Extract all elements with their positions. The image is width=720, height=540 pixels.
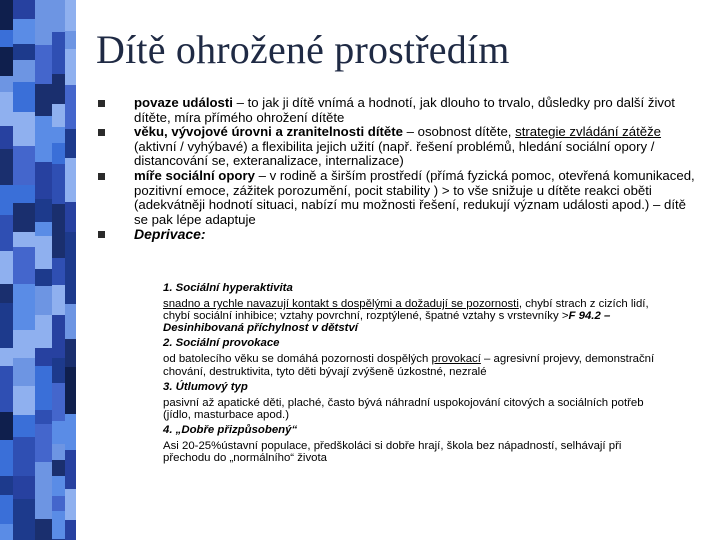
strip-cell bbox=[52, 285, 65, 315]
strip-cell bbox=[52, 476, 65, 496]
type-heading: 4. „Dobře přizpůsobený“ bbox=[163, 423, 298, 436]
strip-cell bbox=[52, 223, 65, 258]
strip-cell bbox=[13, 499, 35, 540]
strip-cell bbox=[52, 329, 65, 358]
strip-cell bbox=[13, 112, 35, 146]
strip-cell bbox=[0, 495, 13, 524]
strip-cell bbox=[0, 185, 13, 215]
deprivace-label: Deprivace: bbox=[134, 226, 206, 243]
strip-cell bbox=[52, 383, 65, 421]
strip-cell bbox=[65, 450, 76, 489]
bullet-list bbox=[96, 96, 696, 242]
bullet-text: – osobnost dítěte, bbox=[402, 124, 516, 140]
strip-cell bbox=[52, 32, 65, 74]
type-text: , chybí strach z cizích lidí, chybí sociální inhibice; vztahy povrchní, rozptýlené, špatné vztahy s vrstevníky > bbox=[163, 298, 649, 323]
bullet-bold-term: míře sociální opory bbox=[134, 167, 255, 183]
strip-cell bbox=[52, 496, 65, 511]
strip-cell bbox=[13, 0, 35, 19]
strip-cell bbox=[13, 415, 35, 437]
strip-cell bbox=[52, 258, 65, 285]
square-bullet-icon bbox=[98, 100, 105, 107]
strip-cell bbox=[13, 82, 35, 112]
strip-cell bbox=[13, 284, 35, 330]
strip-cell bbox=[0, 476, 13, 495]
strip-cell bbox=[35, 348, 52, 366]
strip-cell bbox=[65, 489, 76, 520]
type-text: – agresivní projevy, demonstrační chování, destruktivita, tyto děti bývají zvýšeně úzkostné, nezralé bbox=[163, 353, 655, 378]
strip-cell bbox=[52, 358, 65, 383]
strip-cell bbox=[35, 222, 52, 236]
strip-column bbox=[0, 0, 13, 540]
strip-cell bbox=[0, 47, 13, 76]
strip-column bbox=[35, 0, 52, 540]
strip-cell bbox=[0, 366, 13, 412]
strip-cell bbox=[52, 74, 65, 104]
strip-column bbox=[13, 0, 35, 540]
strip-cell bbox=[35, 498, 52, 519]
strip-cell bbox=[65, 339, 76, 367]
slide-title: Dítě ohrožené prostředím bbox=[96, 27, 510, 72]
deprivace-types bbox=[163, 282, 663, 464]
strip-cell bbox=[65, 31, 76, 49]
strip-cell bbox=[0, 412, 13, 440]
strip-cell bbox=[52, 143, 65, 164]
strip-cell bbox=[35, 0, 52, 45]
type-text: od batolecího věku se domáhá pozornosti dospělých bbox=[163, 353, 432, 366]
diagnosis-code: F 94.2 – Desinhibovaná příchylnost v dětství bbox=[163, 310, 611, 335]
strip-cell bbox=[65, 158, 76, 202]
strip-cell bbox=[35, 315, 52, 348]
strip-column bbox=[65, 0, 76, 540]
type-description: pasivní až apatické děti, plaché, často bývá náhradní uspokojování citových a sociálních potřeb (jídlo, masturbace apod.) bbox=[163, 396, 644, 421]
underlined-term: snadno a rychle navazují kontakt s dospělými a dožadují se pozornosti bbox=[163, 298, 519, 311]
bullet-text: – v rodině a širším prostředí (přímá fyzická pomoc, otevřená komunikaced, pozitivní emoce, zážitek porozumění, pocit stability ) > to vše snižuje u dítěte reakci oběti (adekvátněji hodnotí situaci, nabízí mu možnosti řešení, redukují význam události apod.) – dítě se pak lépe adaptuje bbox=[134, 167, 695, 227]
strip-cell bbox=[35, 286, 52, 315]
strip-cell bbox=[13, 146, 35, 185]
strip-cell bbox=[52, 444, 65, 460]
strip-cell bbox=[13, 386, 35, 415]
strip-cell bbox=[35, 366, 52, 410]
strip-cell bbox=[13, 232, 35, 247]
underlined-term: provokací bbox=[431, 353, 481, 366]
bullet-text: – to jak ji dítě vnímá a hodnotí, jak dlouho to trvalo, důsledky pro další život dítěte, míra přímého ohrožení dítěte bbox=[134, 95, 675, 125]
strip-cell bbox=[0, 92, 13, 126]
strip-cell bbox=[13, 358, 35, 386]
strip-cell bbox=[35, 519, 52, 538]
strip-cell bbox=[65, 85, 76, 129]
strip-cell bbox=[65, 129, 76, 158]
type-heading: 2. Sociální provokace bbox=[163, 337, 280, 350]
strip-cell bbox=[13, 19, 35, 44]
strip-cell bbox=[52, 315, 65, 329]
strip-cell bbox=[65, 49, 76, 85]
strip-cell bbox=[65, 304, 76, 339]
underlined-term: strategie zvládání zátěže bbox=[515, 124, 662, 140]
strip-cell bbox=[35, 199, 52, 222]
strip-cell bbox=[0, 303, 13, 348]
strip-cell bbox=[0, 440, 13, 476]
strip-cell bbox=[13, 60, 35, 82]
strip-cell bbox=[0, 149, 13, 185]
strip-cell bbox=[65, 202, 76, 232]
strip-cell bbox=[13, 247, 35, 284]
strip-cell bbox=[52, 511, 65, 539]
strip-cell bbox=[0, 0, 13, 30]
square-bullet-icon bbox=[98, 231, 105, 238]
strip-cell bbox=[13, 44, 35, 60]
strip-column bbox=[52, 0, 65, 540]
strip-cell bbox=[0, 284, 13, 303]
type-description: Asi 20-25%ústavní populace, předškoláci si dobře hrají, škola bez nápadností, selhávají při přechodu do „normálního“ života bbox=[163, 440, 622, 465]
strip-cell bbox=[13, 437, 35, 476]
type-description bbox=[163, 298, 663, 334]
strip-cell bbox=[0, 126, 13, 149]
type-description bbox=[163, 353, 663, 377]
strip-cell bbox=[0, 30, 13, 47]
bullet-item-povaze-udalosti bbox=[96, 96, 696, 125]
bullet-bold-term: věku, vývojové úrovni a zranitelnosti dítěte bbox=[134, 124, 403, 140]
type-heading: 1. Sociální hyperaktivita bbox=[163, 282, 293, 294]
strip-cell bbox=[13, 476, 35, 499]
bullet-item-deprivace bbox=[96, 227, 696, 242]
strip-cell bbox=[52, 164, 65, 204]
strip-cell bbox=[65, 0, 76, 31]
strip-cell bbox=[52, 104, 65, 127]
bullet-text: (aktivní / vyhýbavé) a flexibilita jejich užití (např. řešení problémů, hledání sociální opory / distancování se, exteranalizace, internalizace) bbox=[134, 138, 655, 169]
strip-cell bbox=[65, 367, 76, 414]
strip-cell bbox=[35, 162, 52, 199]
strip-cell bbox=[0, 76, 13, 92]
strip-cell bbox=[35, 410, 52, 424]
strip-cell bbox=[35, 84, 52, 116]
bullet-bold-term: povaze události bbox=[134, 95, 233, 110]
type-heading: 3. Útlumový typ bbox=[163, 380, 248, 393]
strip-cell bbox=[0, 251, 13, 284]
strip-cell bbox=[0, 215, 13, 251]
strip-cell bbox=[35, 116, 52, 141]
strip-cell bbox=[65, 414, 76, 450]
strip-cell bbox=[65, 232, 76, 272]
strip-cell bbox=[35, 269, 52, 286]
strip-cell bbox=[52, 127, 65, 143]
strip-cell bbox=[52, 0, 65, 32]
strip-cell bbox=[52, 460, 65, 476]
strip-cell bbox=[35, 141, 52, 162]
bullet-item-socialni-opory bbox=[96, 169, 696, 227]
strip-cell bbox=[0, 524, 13, 540]
strip-cell bbox=[35, 424, 52, 462]
strip-cell bbox=[13, 330, 35, 358]
strip-cell bbox=[13, 203, 35, 232]
strip-cell bbox=[65, 520, 76, 540]
square-bullet-icon bbox=[98, 129, 105, 136]
strip-cell bbox=[35, 462, 52, 498]
decorative-color-strip bbox=[0, 0, 76, 540]
strip-cell bbox=[52, 204, 65, 223]
strip-cell bbox=[52, 421, 65, 444]
strip-cell bbox=[65, 272, 76, 304]
square-bullet-icon bbox=[98, 173, 105, 180]
strip-cell bbox=[13, 185, 35, 203]
strip-cell bbox=[35, 45, 52, 84]
strip-cell bbox=[0, 348, 13, 366]
bullet-item-veku bbox=[96, 125, 696, 169]
strip-cell bbox=[35, 236, 52, 269]
